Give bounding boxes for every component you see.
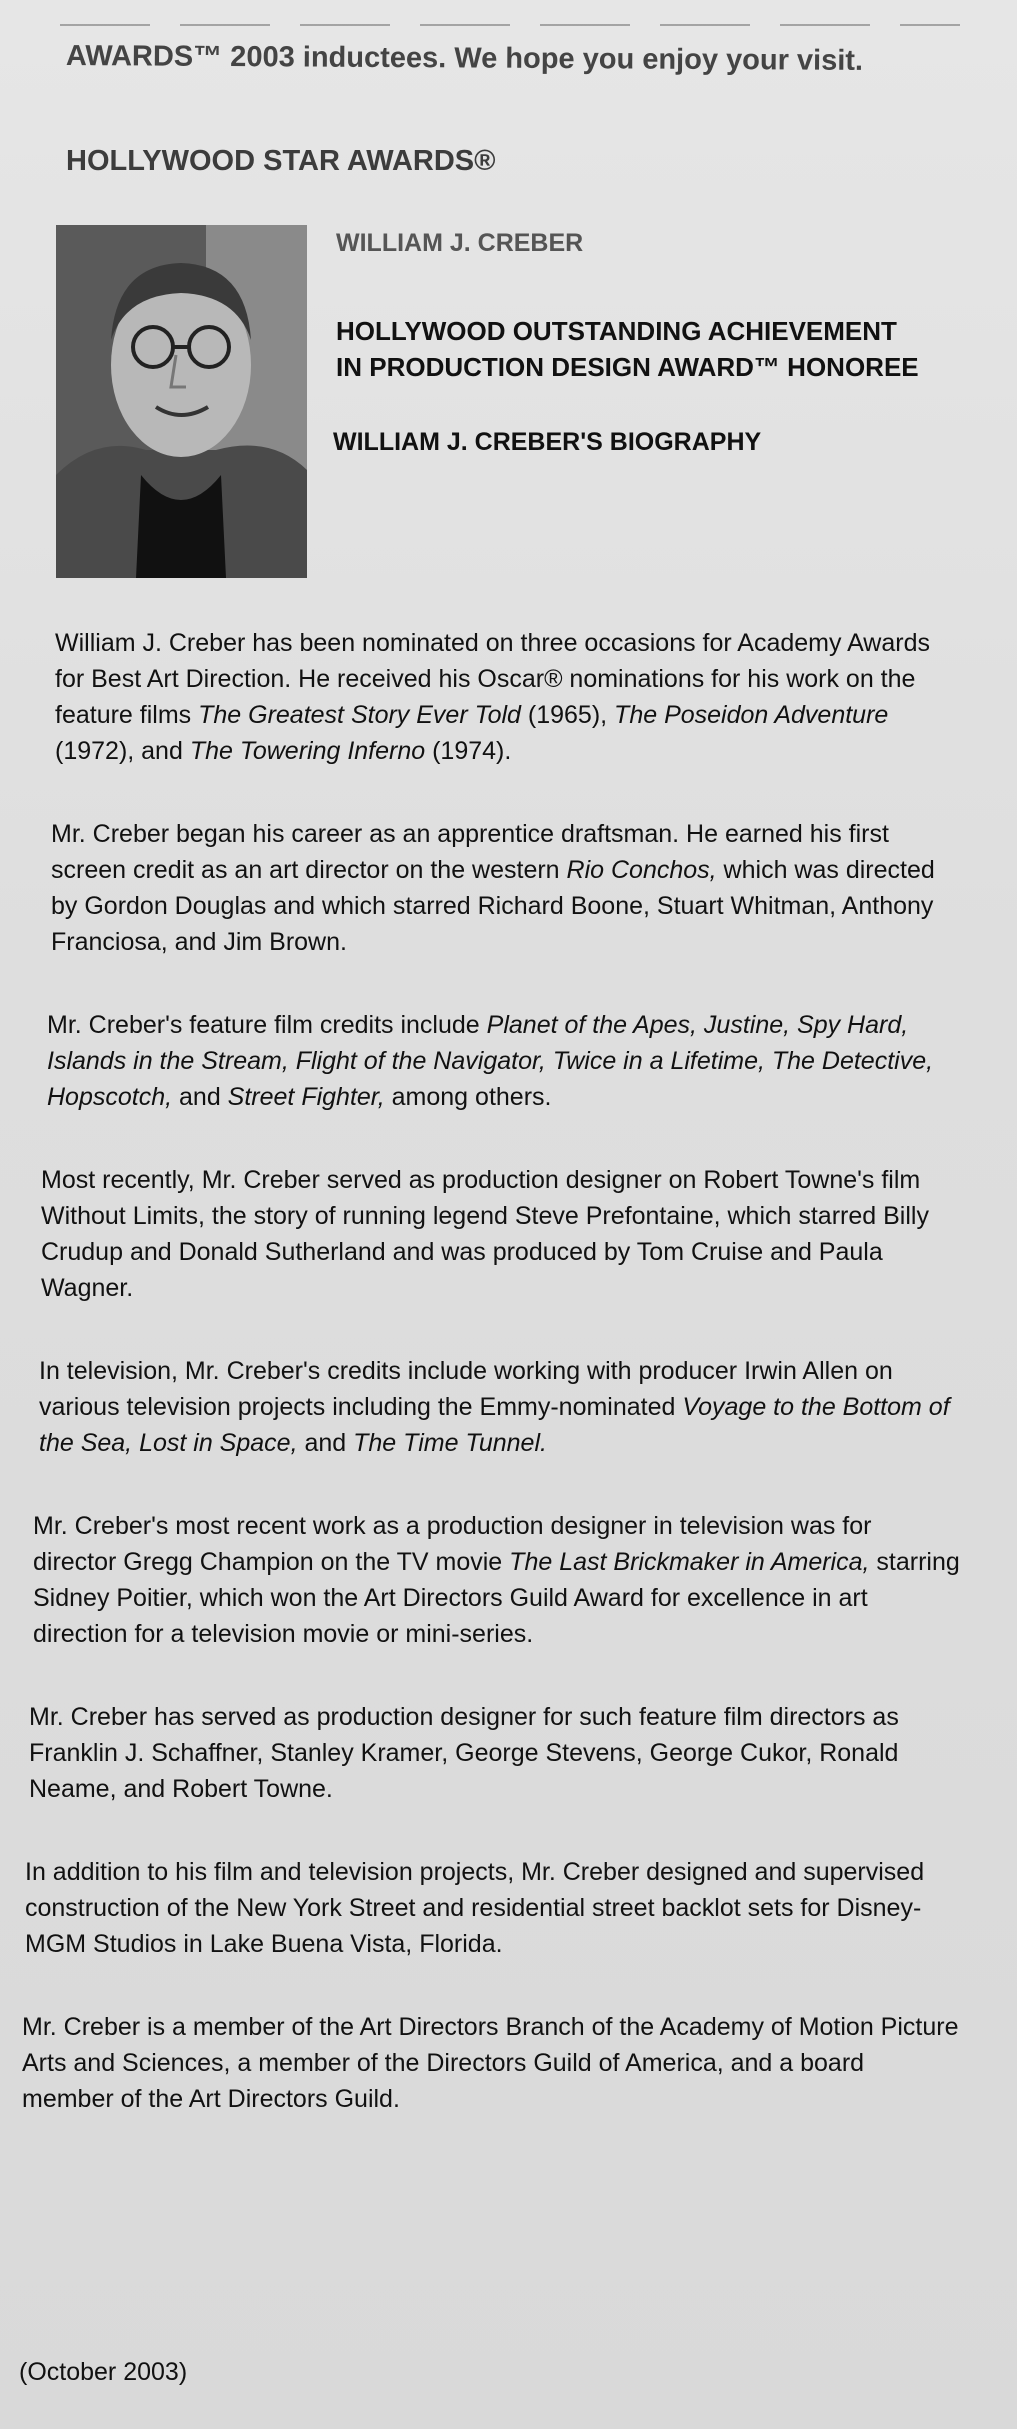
bio-text: and: [297, 1429, 354, 1457]
film-title: Voyage to the Bottom of the Sea, Lost in Space,: [39, 1393, 950, 1457]
film-title: The Poseidon Adventure: [614, 701, 889, 729]
award-title-line-2: IN PRODUCTION DESIGN AWARD™ HONOREE: [336, 352, 919, 382]
film-title: The Last Brickmaker in America,: [509, 1548, 870, 1576]
award-title-line-1: HOLLYWOOD OUTSTANDING ACHIEVEMENT: [336, 316, 897, 346]
film-title: The Towering Inferno: [189, 737, 426, 765]
honoree-name: WILLIAM J. CREBER: [336, 229, 584, 257]
bio-paragraph: [55, 625, 960, 769]
biography-heading: WILLIAM J. CREBER'S BIOGRAPHY: [333, 428, 762, 456]
bio-paragraph: [29, 1699, 960, 1807]
bio-text: In television, Mr. Creber's credits include working with producer Irwin Allen on various television projects including the Emmy-nominated: [39, 1357, 893, 1421]
bio-text: Mr. Creber's most recent work as a production designer in television was for director Gregg Champion on the TV movie: [33, 1512, 872, 1576]
publication-date: (October 2003): [19, 2358, 188, 2386]
bio-text: starring Sidney Poitier, which won the Art Directors Guild Award for excellence in art direction for a television movie or mini-series.: [33, 1548, 960, 1648]
bio-text: Most recently, Mr. Creber served as production designer on Robert Towne's film Without Limits, the story of running legend Steve Prefontaine, which starred Billy Crudup and Donald Sutherland and was produced by Tom Cruise and Paula Wagner.: [41, 1166, 929, 1302]
film-title: Rio Conchos,: [566, 856, 717, 884]
bio-paragraph: [22, 2009, 960, 2117]
award-title: [336, 313, 976, 385]
bio-paragraph: [33, 1508, 960, 1652]
bio-text: In addition to his film and television projects, Mr. Creber designed and supervised construction of the New York Street and residential street backlot sets for Disney-MGM Studios in Lake Buena Vista, Florida.: [25, 1858, 925, 1958]
bio-text: Mr. Creber is a member of the Art Directors Branch of the Academy of Motion Picture Arts and Sciences, a member of the Directors Guild of America, and a board member of the Art Directors Guild.: [22, 2013, 959, 2113]
bio-paragraph: [47, 1007, 960, 1115]
bio-paragraph: [39, 1353, 960, 1461]
film-title: Planet of the Apes, Justine, Spy Hard, Islands in the Stream, Flight of the Navigator, Twice in a Lifetime, The Detective, Hopscotch,: [47, 1011, 934, 1111]
bio-text: William J. Creber has been nominated on three occasions for Academy Awards for Best Art Direction. He received his Oscar® nominations for his work on the feature films: [55, 629, 930, 729]
honoree-portrait-photo: [56, 225, 307, 578]
bio-text: which was directed by Gordon Douglas and which starred Richard Boone, Stuart Whitman, Anthony Franciosa, and Jim Brown.: [51, 856, 935, 956]
welcome-line: AWARDS™ 2003 inductees. We hope you enjoy your visit.: [65, 40, 864, 77]
bio-paragraph: [51, 816, 960, 960]
bio-paragraph: [41, 1162, 960, 1306]
biography-text: [20, 625, 960, 2164]
bio-text: Mr. Creber's feature film credits include: [47, 1011, 487, 1039]
bio-text: Mr. Creber began his career as an apprentice draftsman. He earned his first screen credit as an art director on the western: [51, 820, 889, 884]
bio-text: (1974).: [425, 737, 512, 765]
bio-text: (1972), and: [55, 737, 190, 765]
bio-paragraph: [25, 1854, 960, 1962]
film-title: Street Fighter,: [227, 1083, 385, 1111]
bio-text: among others.: [384, 1083, 552, 1111]
bio-text: (1965),: [520, 701, 615, 729]
bio-text: and: [172, 1083, 228, 1111]
film-title: The Time Tunnel.: [353, 1429, 547, 1457]
section-title: HOLLYWOOD STAR AWARDS®: [66, 145, 496, 177]
film-title: The Greatest Story Ever Told: [198, 701, 521, 729]
cut-off-top-line: [60, 24, 960, 26]
bio-text: Mr. Creber has served as production designer for such feature film directors as Franklin J. Schaffner, Stanley Kramer, George Stevens, George Cukor, Ronald Neame, and Robert Towne.: [29, 1703, 899, 1803]
